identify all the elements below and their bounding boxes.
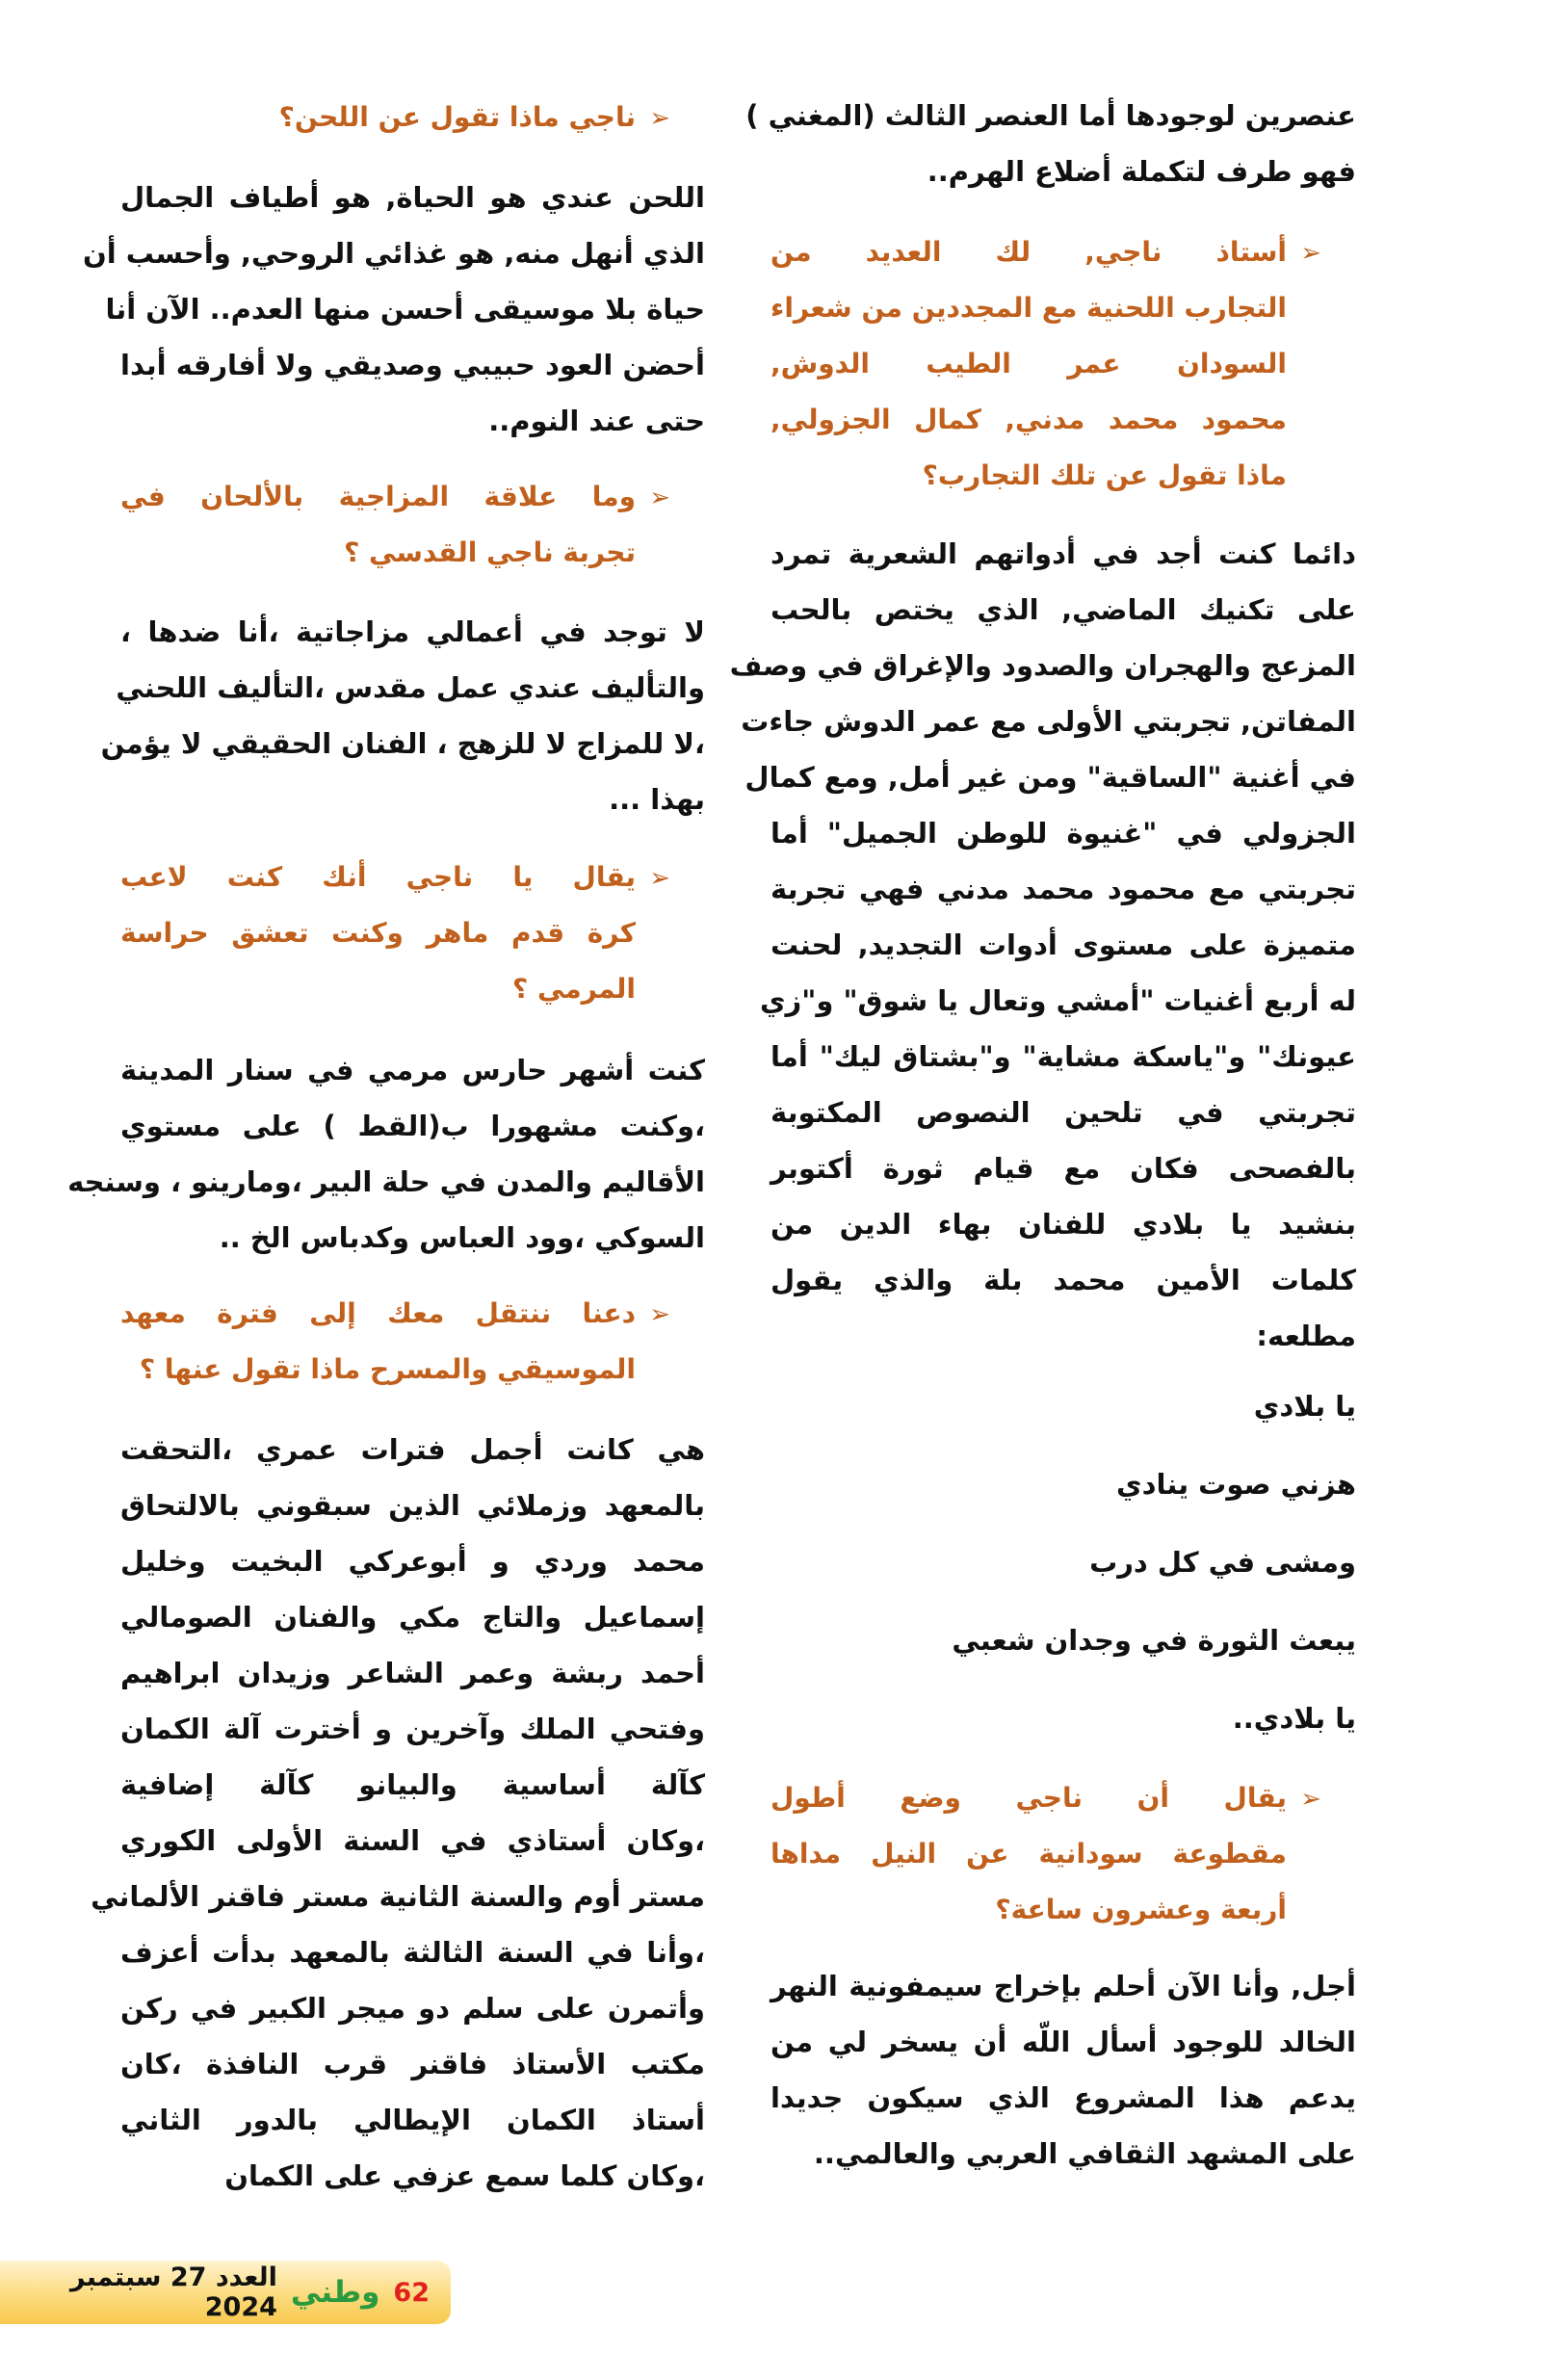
text-line: المفاتن, تجربتي الأولى مع عمر الدوش جاءت (741, 705, 1356, 738)
arrowhead-bullet-icon: ➢ (1300, 239, 1321, 268)
text-line: عيونك" و"ياسكة مشاية" و"بشتاق ليك" أما (770, 1040, 1356, 1073)
text-line: بالفصحى فكان مع قيام ثورة أكتوبر (770, 1152, 1356, 1185)
text-line: وفتحي الملك وآخرين و أخترت آلة الكمان (120, 1713, 705, 1745)
text-line: ،وكنت مشهورا ب(القط ) على مستوي (120, 1110, 705, 1142)
page-footer (0, 2261, 451, 2324)
arrowhead-bullet-icon: ➢ (649, 1300, 670, 1329)
text-line: في أغنية "الساقية" ومن غير أمل, ومع كمال (744, 761, 1356, 794)
poem-verse (770, 1368, 1356, 1758)
interview-question (120, 1286, 705, 1398)
text-line: مستر أوم والسنة الثانية مستر فاقنر الألماني (91, 1880, 705, 1913)
text-line: يا بلادي.. (1232, 1702, 1356, 1735)
text-line: أربعة وعشرون ساعة؟ (995, 1894, 1287, 1925)
interview-answer (100, 604, 705, 827)
interview-question (120, 469, 705, 581)
text-line: ماذا تقول عن تلك التجارب؟ (922, 459, 1287, 491)
text-line: متميزة على مستوى أدوات التجديد, لحنت (770, 928, 1356, 961)
text-line: وأتمرن على سلم دو ميجر الكبير في ركن (120, 1992, 705, 2025)
arrowhead-bullet-icon: ➢ (649, 104, 670, 133)
text-line: يدعم هذا المشروع الذي سيكون جديدا (770, 2081, 1356, 2114)
text-line: والتأليف عندي عمل مقدس ،التأليف اللحني (116, 671, 705, 704)
text-line: فهو طرف لتكملة أضلاع الهرم.. (927, 155, 1356, 188)
text-line: حتى عند النوم.. (488, 405, 705, 437)
text-line: محمد وردي و أبوعركي البخيت وخليل (120, 1545, 705, 1578)
text-line: ،وكان كلما سمع عزفي على الكمان (224, 2159, 705, 2192)
text-line: تجربة ناجي القدسي ؟ (344, 536, 636, 568)
issue-date: العدد 27 سبتمبر 2024 (69, 2262, 277, 2322)
text-line: اللحن عندي هو الحياة, هو أطياف الجمال (120, 181, 705, 214)
interview-question (770, 1770, 1356, 1938)
text-line: ،لا للمزاج لا للزهج ، الفنان الحقيقي لا يؤمن (100, 727, 705, 760)
text-line: دائما كنت أجد في أدواتهم الشعرية تمرد (770, 537, 1356, 570)
interview-answer (729, 526, 1356, 1364)
interview-answer (82, 170, 705, 449)
text-line: بالمعهد وزملائي الذين سبقوني بالالتحاق (120, 1489, 705, 1522)
text-line: يقال أن ناجي وضع أطول (770, 1782, 1287, 1814)
text-line: مكتب الأستاذ فاقنر قرب النافذة ،كان (120, 2048, 705, 2080)
text-line: أجل, وأنا الآن أحلم بإخراج سيمفونية النهر (770, 1970, 1356, 2002)
interview-question (120, 850, 705, 1017)
text-line: الجزولي في "غنيوة للوطن الجميل" أما (770, 817, 1356, 850)
text-line: ومشى في كل درب (1089, 1546, 1356, 1579)
text-line: تجربتي في تلحين النصوص المكتوبة (770, 1096, 1356, 1129)
text-line: أحمد ربشة وعمر الشاعر وزيدان ابراهيم (120, 1657, 705, 1689)
text-line: الأقاليم والمدن في حلة البير ،ومارينو ، وسنجه (67, 1165, 705, 1198)
text-line: لا توجد في أعمالي مزاجاتية ،أنا ضدها ، (120, 615, 705, 648)
text-line: ،وأنا في السنة الثالثة بالمعهد بدأت أعزف (120, 1936, 705, 1969)
arrowhead-bullet-icon: ➢ (649, 484, 670, 512)
text-line: السودان عمر الطيب الدوش, (770, 348, 1287, 379)
text-line: يقال يا ناجي أنك كنت لاعب (120, 861, 636, 893)
text-line: يبعث الثورة في وجدان شعبي (952, 1624, 1356, 1657)
text-line: على تكنيك الماضي, الذي يختص بالحب (770, 593, 1356, 626)
text-line: ناجي ماذا تقول عن اللحن؟ (278, 101, 636, 133)
text-line: عنصرين لوجودها أما العنصر الثالث (المغني ) (745, 99, 1356, 132)
text-line: أستاذ الكمان الإيطالي بالدور الثاني (120, 2104, 705, 2136)
interview-answer (67, 1042, 705, 1266)
text-line: بنشيد يا بلادي للفنان بهاء الدين من (770, 1208, 1356, 1241)
interview-question (120, 90, 705, 145)
text-line: على المشهد الثقافي العربي والعالمي.. (813, 2137, 1356, 2170)
interview-answer (91, 1422, 705, 2204)
interview-answer (745, 88, 1356, 199)
arrowhead-bullet-icon: ➢ (1300, 1785, 1321, 1814)
text-line: ،وكان أستاذي في السنة الأولى الكوري (120, 1824, 705, 1857)
text-line: مطلعه: (1256, 1320, 1356, 1352)
text-line: محمود محمد مدني, كمال الجزولي, (770, 404, 1287, 435)
text-line: الخالد للوجود أسأل اللّه أن يسخر لي من (770, 2026, 1356, 2058)
text-line: حياة بلا موسيقى أحسن منها العدم.. الآن أنا (105, 293, 705, 326)
text-line: كنت أشهر حارس مرمي في سنار المدينة (120, 1054, 705, 1086)
text-line: مقطوعة سودانية عن النيل مداها (770, 1838, 1287, 1870)
interview-question (770, 224, 1356, 504)
text-line: أستاذ ناجي, لك العديد من (770, 236, 1287, 268)
text-line: المزعج والهجران والصدود والإغراق في وصف (729, 649, 1356, 682)
text-line: كلمات الأمين محمد بلة والذي يقول (770, 1264, 1356, 1296)
text-line: أحضن العود حبيبي وصديقي ولا أفارقه أبدا (120, 349, 705, 381)
text-line: وما علاقة المزاجية بالألحان في (120, 481, 636, 512)
text-line: المرمي ؟ (512, 973, 636, 1005)
arrowhead-bullet-icon: ➢ (649, 864, 670, 893)
text-line: هي كانت أجمل فترات عمري ،التحقت (120, 1433, 705, 1466)
text-line: كآلة أساسية والبيانو كآلة إضافية (120, 1768, 705, 1801)
magazine-name: وطني (290, 2275, 380, 2310)
text-line: تجربتي مع محمود محمد مدني فهي تجربة (770, 873, 1356, 905)
text-line: دعنا ننتقل معك إلى فترة معهد (120, 1297, 636, 1329)
text-line: هزني صوت ينادي (1116, 1468, 1356, 1501)
text-line: كرة قدم ماهر وكنت تعشق حراسة (120, 917, 636, 949)
text-line: بهذا ... (609, 783, 705, 816)
interview-answer (770, 1958, 1356, 2182)
text-line: إسماعيل والتاج مكي والفنان الصومالي (120, 1601, 705, 1634)
text-line: الذي أنهل منه, هو غذائي الروحي, وأحسب أن (82, 237, 705, 270)
text-line: الموسيقي والمسرح ماذا تقول عنها ؟ (139, 1353, 636, 1385)
text-line: التجارب اللحنية مع المجددين من شعراء (770, 292, 1287, 324)
text-line: يا بلادي (1253, 1390, 1356, 1423)
text-line: السوكي ،وود العباس وكدباس الخ .. (219, 1221, 705, 1254)
text-line: له أربع أغنيات "أمشي وتعال يا شوق" و"زي (759, 984, 1356, 1017)
page-number: 62 (393, 2277, 430, 2308)
